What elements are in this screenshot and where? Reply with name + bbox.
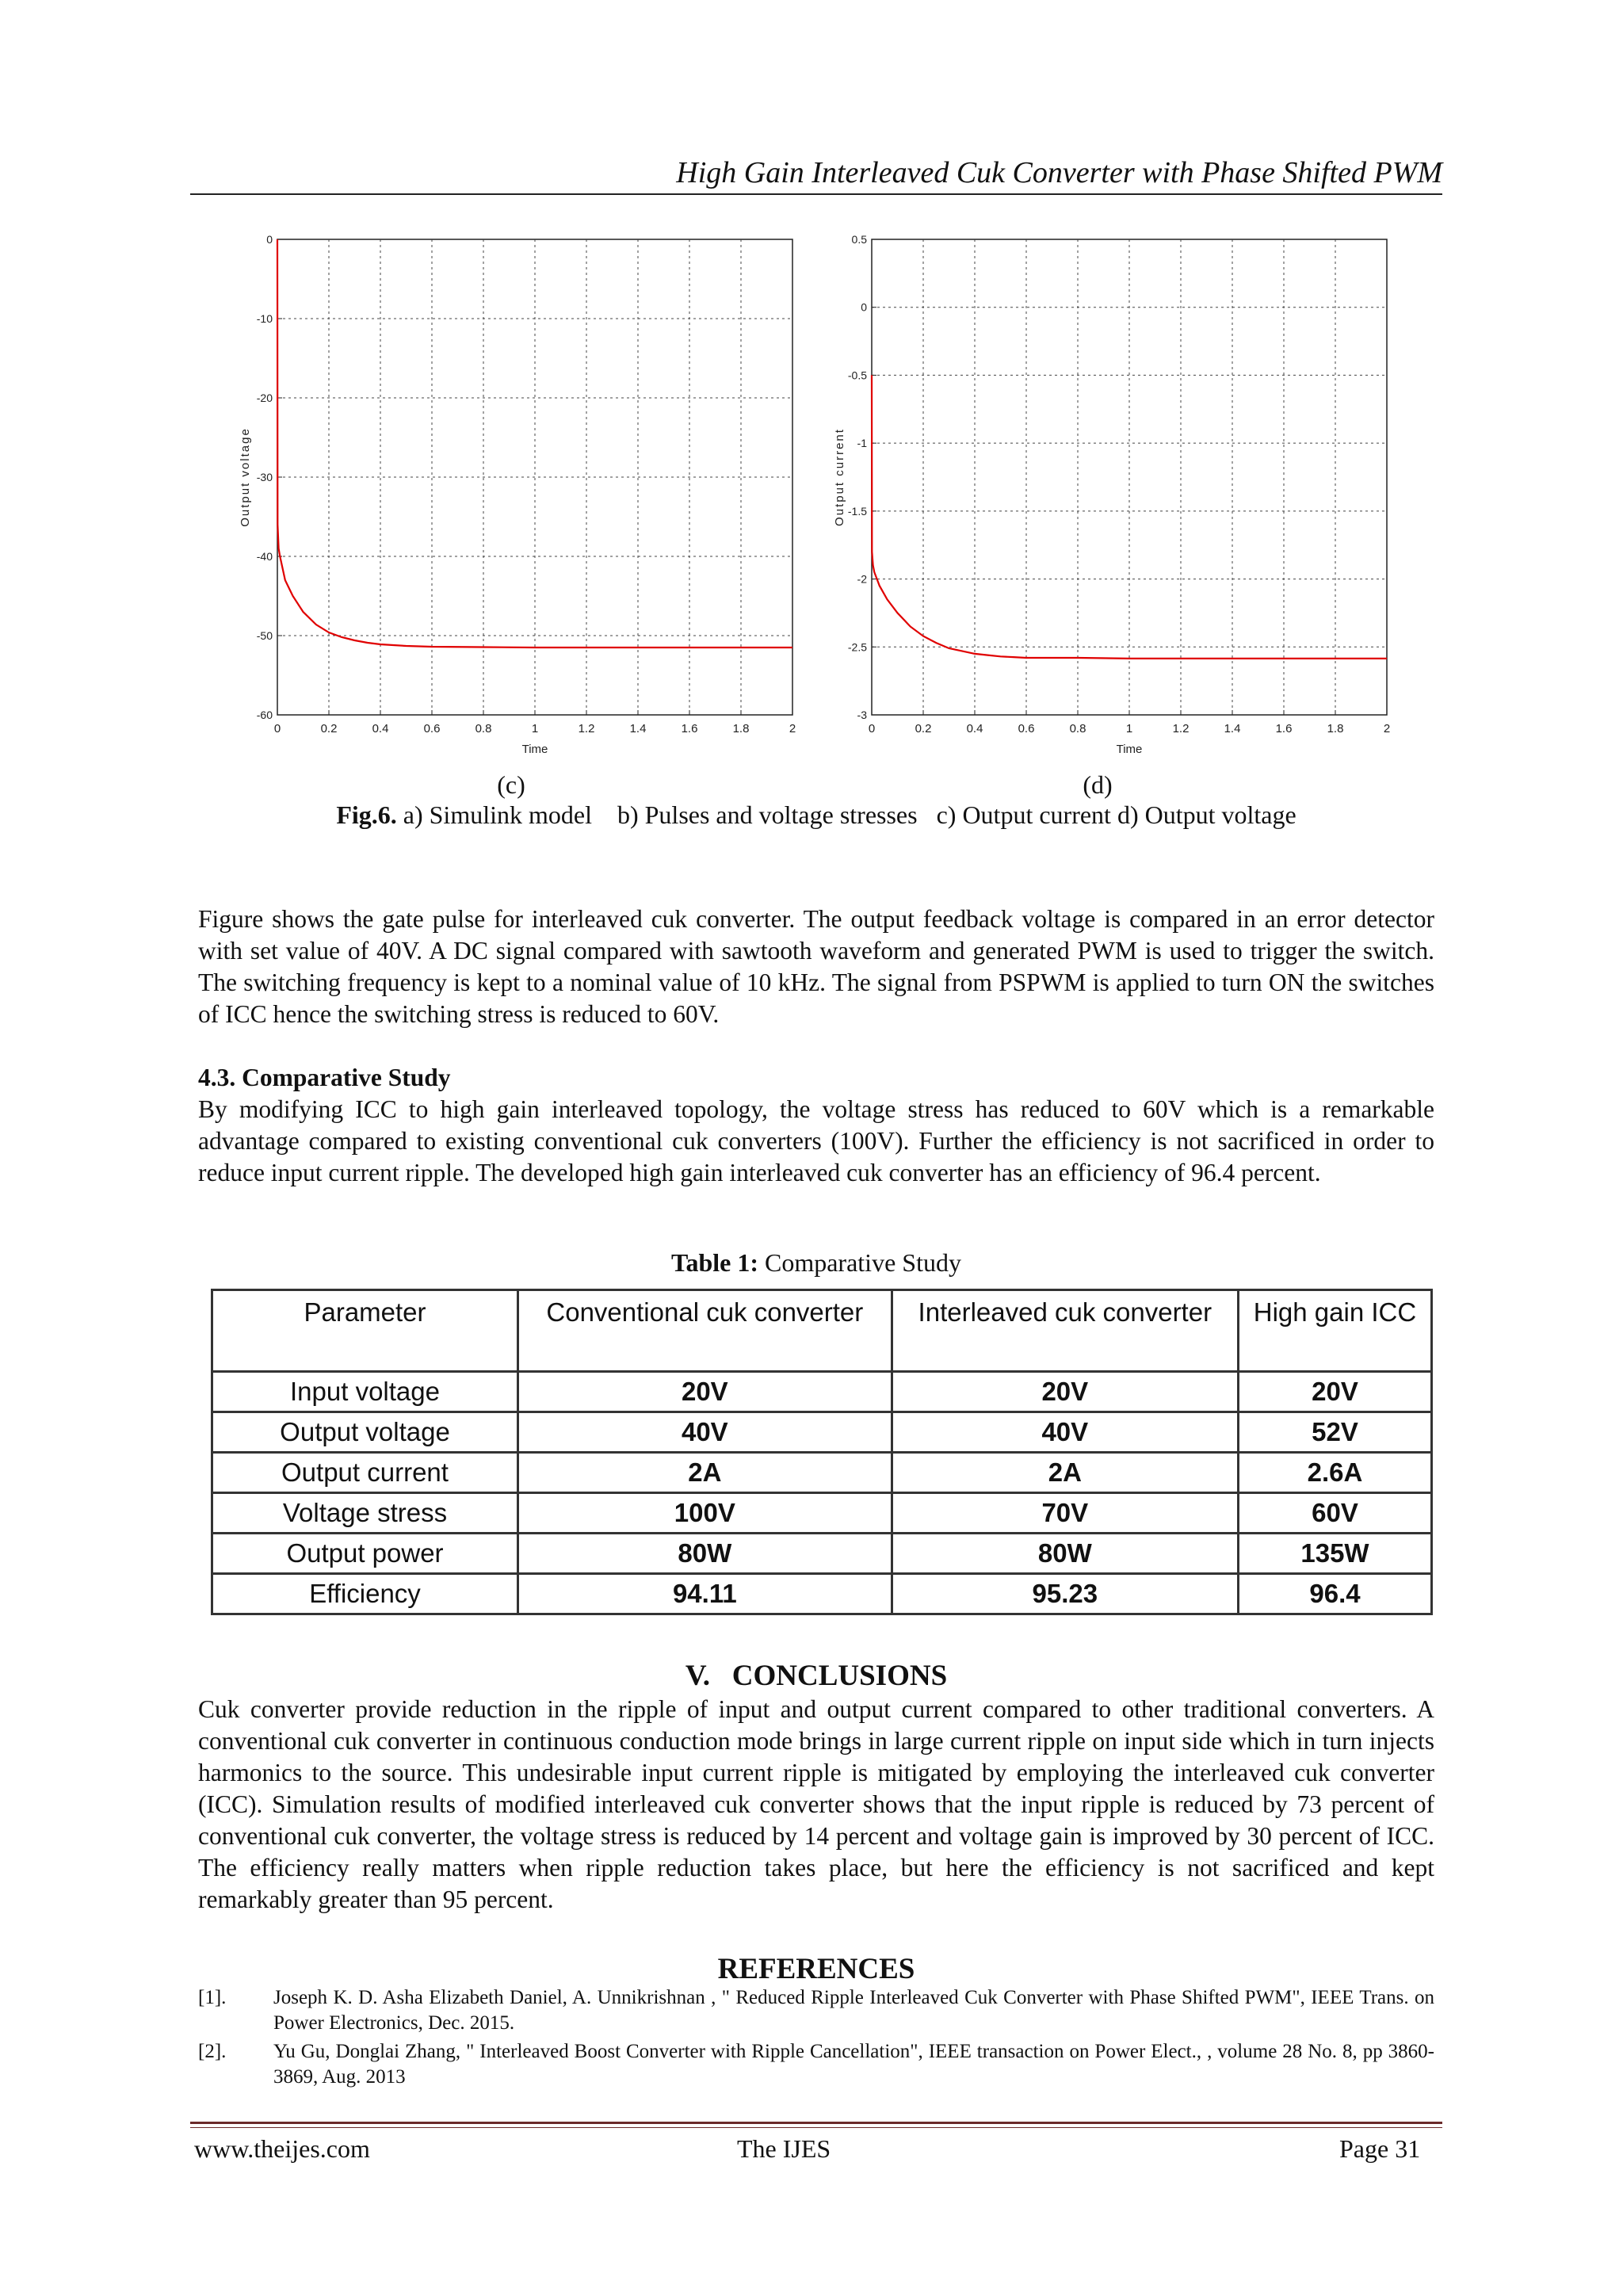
table-cell-parameter: Output power xyxy=(212,1534,518,1574)
comparison-table xyxy=(211,1289,1433,1615)
x-axis-label: Time xyxy=(521,743,548,756)
body-paragraph-2: By modifying ICC to high gain interleaved topology, the voltage stress has reduced to 60V which is a remarkable advantage compared to existing conventional cuk converters (100V). Further the efficiency is not sacrificed in order to reduce input current ripple. The developed high gain interleaved cuk converter has an efficiency of 96.4 percent. xyxy=(198,1095,1434,1186)
table-cell-parameter: Input voltage xyxy=(212,1372,518,1412)
x-tick-label: 1.2 xyxy=(578,722,595,735)
figure-caption-text: a) Simulink model b) Pulses and voltage stresses c) Output current d) Output voltage xyxy=(396,800,1296,829)
x-tick-label: 1.4 xyxy=(629,722,647,735)
x-axis-label: Time xyxy=(1116,743,1143,756)
table-cell: 20V xyxy=(1238,1372,1431,1412)
output-current-chart xyxy=(832,230,1403,769)
output-voltage-chart xyxy=(238,230,808,769)
x-tick-label: 1.6 xyxy=(1275,722,1293,735)
x-tick-label: 0.6 xyxy=(1018,722,1035,735)
section-heading-4-3: 4.3. Comparative Study xyxy=(198,1064,451,1091)
x-tick-label: 0.8 xyxy=(475,722,492,735)
sublabel-c: (c) xyxy=(497,770,525,799)
table-cell: 2A xyxy=(892,1453,1238,1493)
table-cell: 96.4 xyxy=(1238,1574,1431,1614)
table-header-cell: Interleaved cuk converter xyxy=(892,1290,1238,1372)
x-tick-label: 0.2 xyxy=(915,722,932,735)
x-tick-label: 2 xyxy=(1383,722,1391,735)
y-tick-label: -2.5 xyxy=(847,640,867,654)
y-tick-label: 0 xyxy=(861,300,867,314)
y-tick-label: 0 xyxy=(266,233,273,246)
table-cell-parameter: Output voltage xyxy=(212,1412,518,1453)
table-cell: 40V xyxy=(518,1412,892,1453)
y-tick-label: -10 xyxy=(256,312,273,325)
x-tick-label: 1.2 xyxy=(1172,722,1190,735)
table-cell: 94.11 xyxy=(518,1574,892,1614)
y-tick-label: -60 xyxy=(256,709,273,721)
x-tick-label: 0.6 xyxy=(423,722,441,735)
table-row xyxy=(212,1493,1432,1534)
footer-journal: The IJES xyxy=(737,2134,831,2163)
x-tick-label: 0 xyxy=(868,722,876,735)
reference-number: [1]. xyxy=(198,1987,227,2008)
footer-rule-thin xyxy=(190,2127,1442,2128)
x-tick-label: 1 xyxy=(1125,722,1133,735)
x-tick-label: 0.2 xyxy=(320,722,338,735)
table-row xyxy=(212,1574,1432,1614)
table-row xyxy=(212,1412,1432,1453)
table-header-cell: Conventional cuk converter xyxy=(518,1290,892,1372)
y-axis-label: Output voltage xyxy=(239,427,252,527)
output-current-plot xyxy=(832,230,1403,769)
y-axis-label: Output current xyxy=(833,428,846,526)
x-tick-label: 2 xyxy=(789,722,796,735)
table-row xyxy=(212,1453,1432,1493)
x-tick-label: 1 xyxy=(531,722,539,735)
body-paragraph-1: Figure shows the gate pulse for interleaved cuk converter. The output feedback voltage is compared in an error detector with set value of 40V. A DC signal compared with sawtooth waveform and generated PWM is used to trigger the switch. The switching frequency is kept to a nominal value of 10 kHz. The signal from PSPWM is applied to turn ON the switches of ICC hence the switching stress is reduced to 60V. xyxy=(198,905,1434,1028)
figure-caption xyxy=(190,800,1442,830)
y-tick-label: -1 xyxy=(857,437,867,450)
table-cell: 40V xyxy=(892,1412,1238,1453)
table-cell: 80W xyxy=(518,1534,892,1574)
figure-caption-label: Fig.6. xyxy=(336,800,397,829)
table-caption xyxy=(198,1248,1434,1278)
footer-rule xyxy=(190,2122,1442,2124)
table-cell: 52V xyxy=(1238,1412,1431,1453)
y-tick-label: -3 xyxy=(857,709,867,721)
table-cell: 135W xyxy=(1238,1534,1431,1574)
y-tick-label: 0.5 xyxy=(851,233,867,246)
conclusions-heading: V. CONCLUSIONS xyxy=(685,1660,948,1692)
table-cell: 2A xyxy=(518,1453,892,1493)
table-header-cell: Parameter xyxy=(212,1290,518,1372)
running-header: High Gain Interleaved Cuk Converter with Phase Shifted PWM xyxy=(676,156,1442,189)
sublabel-d: (d) xyxy=(1083,770,1113,799)
conclusions-paragraph: Cuk converter provide reduction in the ripple of input and output current compared to other traditional converters. A conventional cuk converter in continuous conduction mode brings in large current ripple on input side which in turn injects harmonics to the source. This undesirable input current ripple is mitigated by employing the interleaved cuk converter (ICC). Simulation results of modified interleaved cuk converter shows that the input ripple is reduced by 73 percent of conventional cuk converter, the voltage stress is reduced by 14 percent and voltage gain is improved by 30 percent of ICC. The efficiency really matters when ripple reduction takes place, but here the efficiency is not sacrificed and kept remarkably greater than 95 percent. xyxy=(198,1695,1434,1913)
table-cell-parameter: Voltage stress xyxy=(212,1493,518,1534)
x-tick-label: 0.8 xyxy=(1069,722,1086,735)
x-tick-label: 1.6 xyxy=(681,722,698,735)
table-cell-parameter: Efficiency xyxy=(212,1574,518,1614)
table-row xyxy=(212,1372,1432,1412)
y-tick-label: -1.5 xyxy=(847,504,867,518)
references-heading: REFERENCES xyxy=(717,1953,915,1985)
header-rule xyxy=(190,193,1442,195)
x-tick-label: 0.4 xyxy=(372,722,389,735)
table-cell: 20V xyxy=(518,1372,892,1412)
table-caption-label: Table 1: xyxy=(671,1248,758,1277)
x-tick-label: 0.4 xyxy=(966,722,983,735)
y-tick-label: -2 xyxy=(857,572,867,586)
table-cell: 80W xyxy=(892,1534,1238,1574)
y-tick-label: -50 xyxy=(256,629,273,642)
x-tick-label: 0 xyxy=(273,722,281,735)
x-tick-label: 1.8 xyxy=(732,722,750,735)
y-tick-label: -30 xyxy=(256,471,273,483)
table-cell-parameter: Output current xyxy=(212,1453,518,1493)
table-cell: 100V xyxy=(518,1493,892,1534)
table-cell: 60V xyxy=(1238,1493,1431,1534)
table-cell: 20V xyxy=(892,1372,1238,1412)
x-tick-label: 1.8 xyxy=(1327,722,1344,735)
reference-number: [2]. xyxy=(198,2041,227,2062)
table-cell: 95.23 xyxy=(892,1574,1238,1614)
table-cell: 70V xyxy=(892,1493,1238,1534)
table-row xyxy=(212,1534,1432,1574)
table-header-cell: High gain ICC xyxy=(1238,1290,1431,1372)
table-header-row xyxy=(212,1290,1432,1372)
reference-text: Joseph K. D. Asha Elizabeth Daniel, A. Unnikrishnan , " Reduced Ripple Interleaved Cuk Converter with Phase Shifted PWM", IEEE Trans. on Power Electronics, Dec. 2015. xyxy=(273,1987,1434,2034)
output-voltage-plot xyxy=(238,230,808,769)
footer-website: www.theijes.com xyxy=(194,2134,370,2163)
x-tick-label: 1.4 xyxy=(1224,722,1241,735)
footer-page-number: Page 31 xyxy=(1339,2134,1421,2163)
table-caption-text: Comparative Study xyxy=(758,1248,961,1277)
y-tick-label: -20 xyxy=(256,392,273,404)
y-tick-label: -0.5 xyxy=(847,369,867,382)
reference-text: Yu Gu, Donglai Zhang, " Interleaved Boost Converter with Ripple Cancellation", IEEE transaction on Power Elect., , volume 28 No. 8, pp 3860-3869, Aug. 2013 xyxy=(273,2041,1434,2088)
plot-area xyxy=(872,239,1387,715)
table-cell: 2.6A xyxy=(1238,1453,1431,1493)
y-tick-label: -40 xyxy=(256,550,273,563)
